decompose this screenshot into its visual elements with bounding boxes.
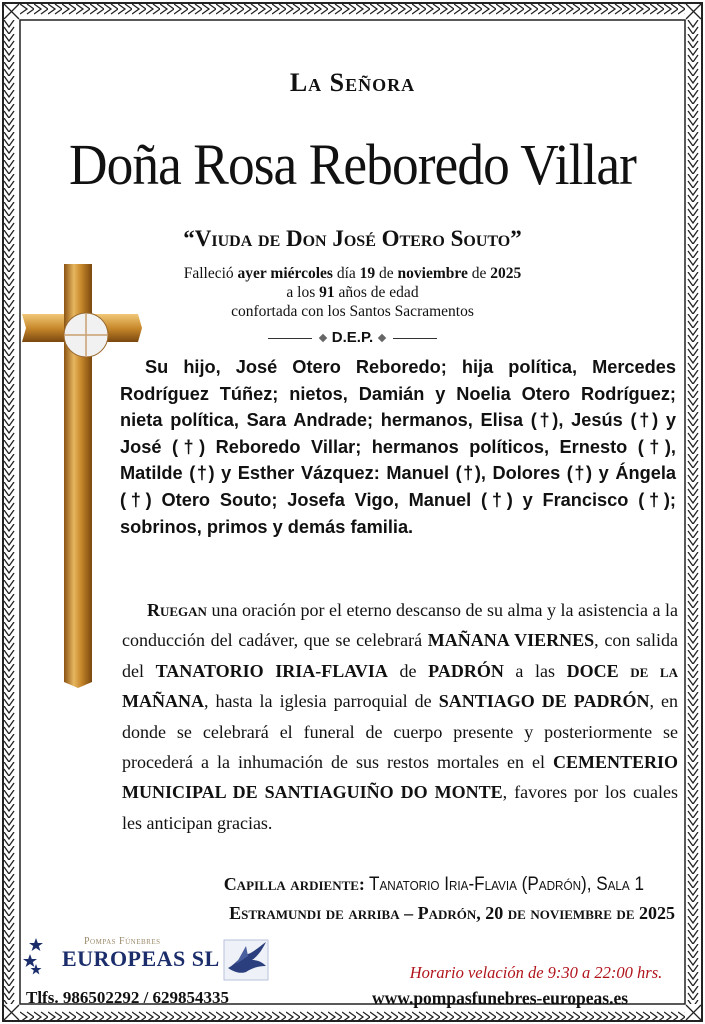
prayer-bold: SANTIAGO DE PADRÓN bbox=[438, 691, 650, 712]
prayer-paragraph bbox=[122, 595, 678, 838]
prayer-text: , en donde se celebrará el funeral de cuerpo presente y posteriormente se procederá a la inhumación de sus restos mortales en el bbox=[122, 691, 679, 773]
prayer-bold: Ruegan bbox=[147, 600, 207, 620]
family-paragraph: Su hijo, José Otero Reboredo; hija política, Mercedes Rodríguez Túñez; nietos, Damián y Noelia Otero Rodríguez; nieta política, Sara Andrade; hermanos, Elisa (†), Jesús (†) y José (†) Reboredo Villar; hermanos políticos, Ernesto (†), Matilde (†) y Esther Vázquez: Manuel (†), Dolores (†) y Ángela (†) Otero Souto; Josefa Vigo, Manuel (†) y Francisco (†); sobrinos, primos y demás familia. bbox=[120, 357, 676, 537]
age-text: a los bbox=[286, 284, 320, 301]
deceased-name: Doña Rosa Reboredo Villar bbox=[68, 132, 637, 197]
prayer-text: de bbox=[387, 660, 429, 681]
phone-numbers: Tlfs. 986502292 / 629854335 bbox=[26, 988, 230, 1007]
stars-icon bbox=[22, 934, 62, 982]
website-link[interactable]: www.pompasfunebres-europeas.es bbox=[372, 988, 629, 1008]
divider-line bbox=[393, 338, 437, 339]
sacraments-line: confortada con los Santos Sacramentos bbox=[231, 303, 474, 320]
diamond-icon bbox=[378, 334, 386, 342]
dove-icon bbox=[218, 934, 274, 984]
prayer-bold: MAÑANA VIERNES bbox=[427, 630, 595, 651]
wake-hours: Horario velación de 9:30 a 22:00 hrs. bbox=[409, 963, 663, 982]
chapel-label: Capilla ardiente: bbox=[223, 874, 370, 894]
prayer-bold: DOCE de la MAÑANA bbox=[122, 660, 678, 712]
chapel-value: Tanatorio Iria-Flavia (Padrón), Sala 1 bbox=[369, 874, 645, 895]
prayer-text: , favores por los cuales les anticipan gracias. bbox=[122, 782, 678, 833]
death-month: noviembre bbox=[397, 265, 468, 282]
dep-label: D.E.P. bbox=[331, 329, 374, 346]
heading: La Señora bbox=[289, 68, 416, 97]
death-text: Falleció bbox=[183, 265, 238, 282]
death-year: 2025 bbox=[490, 265, 522, 282]
death-day: 19 bbox=[359, 265, 376, 282]
logo-big-text: EUROPEAS SL bbox=[62, 946, 220, 971]
age-value: 91 bbox=[319, 284, 335, 301]
death-text: día bbox=[332, 265, 360, 282]
death-text: de bbox=[375, 265, 398, 282]
prayer-bold: TANATORIO IRIA-FLAVIA bbox=[155, 660, 388, 681]
prayer-text: , con salida del bbox=[122, 630, 678, 681]
prayer-bold: PADRÓN bbox=[428, 660, 504, 681]
divider-line bbox=[268, 338, 312, 339]
death-weekday: ayer miércoles bbox=[237, 265, 333, 282]
prayer-bold: CEMENTERIO MUNICIPAL DE SANTIAGUIÑO DO MONTE bbox=[122, 752, 678, 803]
diamond-icon bbox=[319, 334, 327, 342]
place-date: Estramundi de arriba – Padrón, 20 de noviembre de 2025 bbox=[229, 903, 675, 923]
age-text: años de edad bbox=[334, 284, 419, 301]
dep-divider bbox=[0, 329, 705, 353]
widow-line: “Viuda de Don José Otero Souto” bbox=[183, 226, 522, 251]
logo-small-text: Pompas Fúnebres bbox=[84, 936, 161, 947]
prayer-text: , hasta la iglesia parroquial de bbox=[203, 691, 439, 712]
age-line bbox=[0, 283, 705, 302]
prayer-text: a las bbox=[503, 660, 567, 681]
death-date-line bbox=[0, 264, 705, 283]
chapel-line bbox=[224, 874, 675, 896]
death-text: de bbox=[467, 265, 491, 282]
prayer-text: una oración por el eterno descanso de su alma y la asistencia a la conducción del cadáver, que se celebrará bbox=[122, 600, 678, 651]
company-logo bbox=[22, 934, 277, 984]
